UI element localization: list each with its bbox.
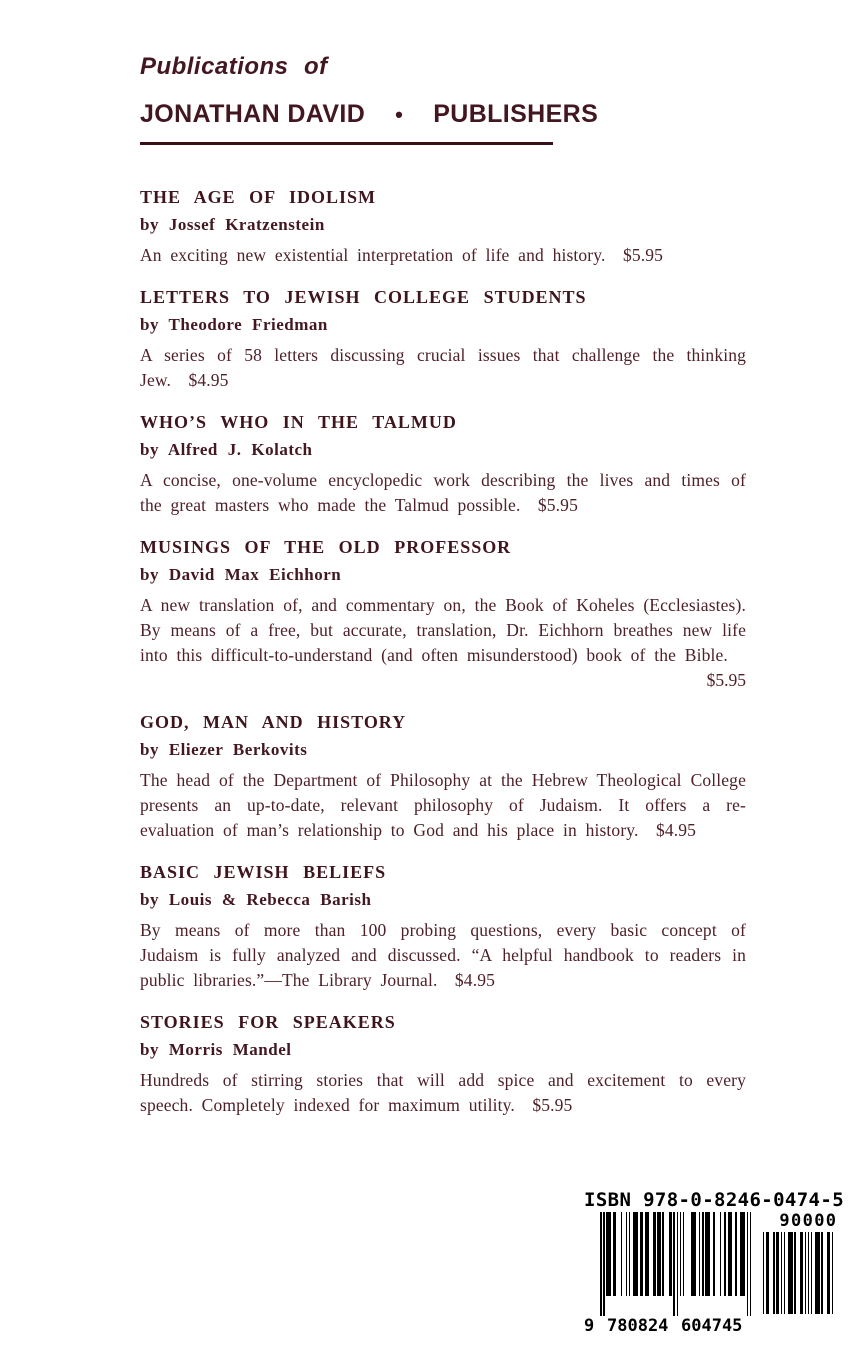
barcode-bars-row [584, 1212, 844, 1336]
book-author: by Theodore Friedman [140, 315, 328, 334]
book-description: An exciting new existential interpretation of life and history. $5.95 [140, 245, 664, 265]
barcode-digit-group1: 780824 [607, 1316, 669, 1336]
book-author: by David Max Eichhorn [140, 565, 342, 584]
barcode-digit-group2: 604745 [681, 1316, 743, 1336]
book-entry [140, 285, 746, 393]
book-description: A new translation of, and commentary on, the Book of Koheles (Ecclesiastes). By means of a free, but accurate, translation, Dr. Eichhorn breathes new life into this difficult-to-understand (and often misunderstood) book of the Bible. [140, 595, 746, 665]
book-title: GOD, MAN AND HISTORY [140, 712, 407, 732]
book-title: STORIES FOR SPEAKERS [140, 1012, 396, 1032]
book-entry [140, 860, 746, 993]
publisher-name-right: PUBLISHERS [433, 100, 599, 128]
book-title: THE AGE OF IDOLISM [140, 187, 376, 207]
isbn-barcode [584, 1191, 844, 1336]
book-author: by Morris Mandel [140, 1040, 292, 1059]
publications-tagline: Publications of [140, 53, 328, 80]
book-author: by Louis & Rebecca Barish [140, 890, 372, 909]
isbn-number-label: ISBN 978-0-8246-0474-5 [584, 1189, 845, 1211]
barcode-supplement [761, 1212, 837, 1314]
book-price: $5.95 [706, 670, 746, 690]
barcode-digit-prefix: 9 [584, 1316, 595, 1336]
barcode-supplement-label: 90000 [779, 1211, 838, 1231]
book-entry [140, 185, 746, 268]
book-entry [140, 710, 746, 843]
book-author: by Alfred J. Kolatch [140, 440, 313, 459]
book-title: MUSINGS OF THE OLD PROFESSOR [140, 537, 512, 557]
publications-list [140, 54, 746, 1135]
bullet-separator-icon: • [395, 102, 404, 127]
book-title: LETTERS TO JEWISH COLLEGE STUDENTS [140, 287, 587, 307]
book-author: by Eliezer Berkovits [140, 740, 308, 759]
barcode-main [584, 1212, 751, 1336]
publisher-name-left: JONATHAN DAVID [140, 100, 366, 128]
book-description: A concise, one-volume encyclopedic work describing the lives and times of the great masters who made the Talmud possible. $5.95 [140, 470, 746, 515]
publisher-name [140, 101, 746, 128]
book-description: Hundreds of stirring stories that will add spice and excitement to every speech. Completely indexed for maximum utility. $5.95 [140, 1070, 746, 1115]
book-entry [140, 1010, 746, 1118]
book-entry [140, 410, 746, 518]
book-author: by Jossef Kratzenstein [140, 215, 325, 234]
book-title: WHO’S WHO IN THE TALMUD [140, 412, 457, 432]
book-description: The head of the Department of Philosophy at the Hebrew Theological College presents an up-to-date, relevant philosophy of Judaism. It offers a re-evaluation of man’s relationship to God and his place in history. $4.95 [140, 770, 746, 840]
barcode-bar [750, 1212, 752, 1316]
barcode-main-bars [600, 1212, 751, 1314]
barcode-bar [832, 1232, 834, 1314]
header-rule [140, 142, 553, 145]
book-description: A series of 58 letters discussing crucial issues that challenge the thinking Jew. $4.95 [140, 345, 746, 390]
barcode-supplement-bars [761, 1232, 837, 1314]
book-description: By means of more than 100 probing questions, every basic concept of Judaism is fully analyzed and discussed. “A helpful handbook to readers in public libraries.”—The Library Journal. $4.95 [140, 920, 746, 990]
book-entry [140, 535, 746, 693]
book-title: BASIC JEWISH BELIEFS [140, 862, 387, 882]
